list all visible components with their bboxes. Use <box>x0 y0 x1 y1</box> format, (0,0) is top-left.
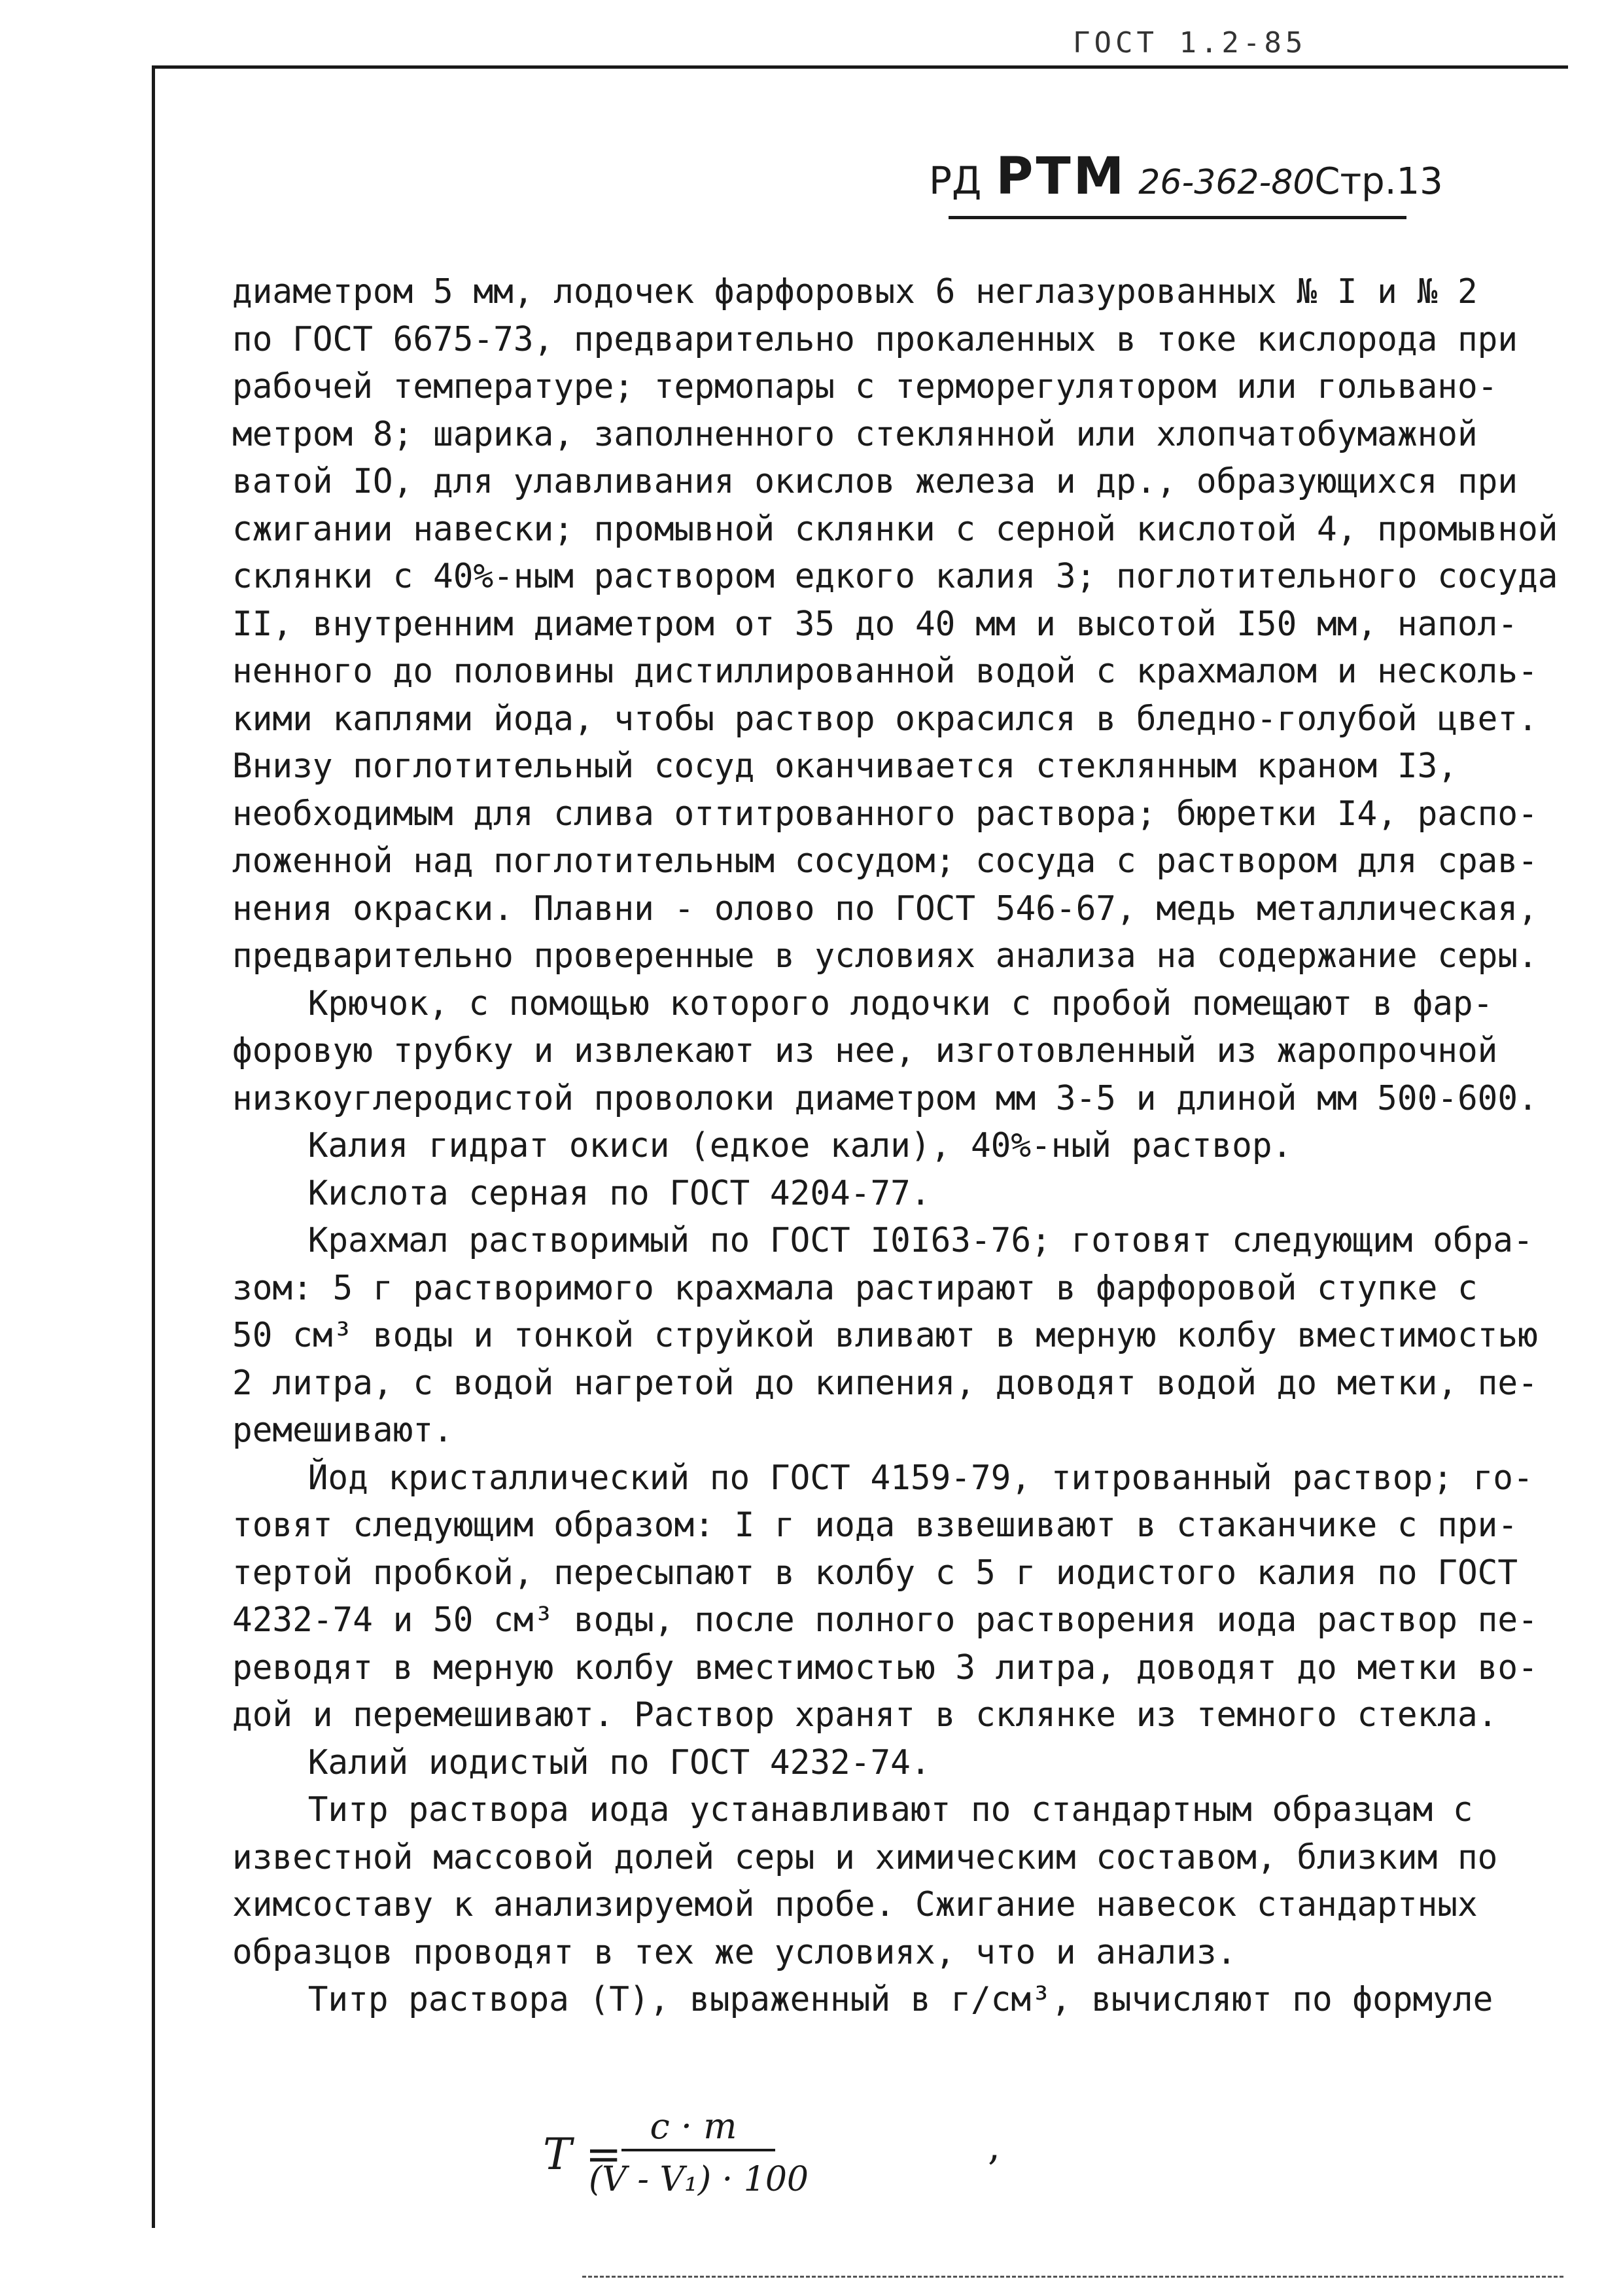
text-line: Йод кристаллический по ГОСТ 4159-79, титрованный раствор; го- <box>307 1458 1533 1498</box>
text-line: ненного до половины дистиллированной водой с крахмалом и несколь- <box>232 652 1538 691</box>
header-prefix: РД <box>929 158 982 203</box>
bottom-rule <box>582 2276 1563 2278</box>
text-line: рабочей температуре; термопары с терморегулятором или гольвано- <box>232 367 1498 406</box>
formula-numerator: c · m <box>650 2107 737 2147</box>
text-line: Кислота серная по ГОСТ 4204-77. <box>307 1173 931 1213</box>
text-line: Крахмал растворимый по ГОСТ I0I63-76; готовят следующим обра- <box>307 1221 1533 1260</box>
text-line: Калия гидрат окиси (едкое кали), 40%-ный раствор. <box>307 1126 1293 1165</box>
text-line: кими каплями йода, чтобы раствор окрасился в бледно-голубой цвет. <box>232 699 1538 739</box>
text-line: известной массовой долей серы и химическим составом, близким по <box>232 1837 1498 1877</box>
page-header <box>929 147 1443 206</box>
text-line: 4232-74 и 50 см³ воды, после полного растворения иода раствор пе- <box>232 1600 1538 1640</box>
text-line: Калий иодистый по ГОСТ 4232-74. <box>307 1742 931 1782</box>
text-line: товят следующим образом: I г иода взвешивают в стаканчике с при- <box>232 1506 1518 1545</box>
text-line: по ГОСТ 6675-73, предварительно прокаленных в токе кислорода при <box>232 319 1518 359</box>
text-line: II, внутренним диаметром от 35 до 40 мм и высотой I50 мм, напол- <box>232 604 1518 644</box>
text-line: необходимым для слива оттитрованного раствора; бюретки I4, распо- <box>232 794 1538 834</box>
header-page-number: 13 <box>1396 160 1443 203</box>
text-line: химсоставу к анализируемой пробе. Сжигание навесок стандартных <box>232 1885 1478 1924</box>
text-line: форовую трубку и извлекают из нее, изготовленный из жаропрочной <box>232 1031 1498 1070</box>
top-standard-fragment: ГОСТ 1.2-85 <box>1073 26 1307 60</box>
text-line: образцов проводят в тех же условиях, что и анализ. <box>232 1932 1237 1972</box>
text-line: Титр раствора иода устанавливают по стандартным образцам с <box>307 1790 1473 1829</box>
text-line: дой и перемешивают. Раствор хранят в склянке из темного стекла. <box>232 1695 1498 1735</box>
text-line: ремешивают. <box>232 1411 453 1450</box>
text-line: Титр раствора (Т), выраженный в г/см³, вычисляют по формуле <box>307 1980 1493 2019</box>
text-line: низкоуглеродистой проволоки диаметром мм 3-5 и длиной мм 500-600. <box>232 1078 1538 1118</box>
header-series: РТМ <box>996 147 1127 206</box>
text-line: тертой пробкой, пересыпают в колбу с 5 г иодистого калия по ГОСТ <box>232 1553 1518 1593</box>
text-line: 50 см³ воды и тонкой струйкой вливают в мерную колбу вместимостью <box>232 1316 1538 1355</box>
text-line: Внизу поглотительный сосуд оканчивается стеклянным краном I3, <box>232 747 1457 786</box>
titer-formula <box>543 2107 1132 2205</box>
document-body <box>232 268 1593 2024</box>
text-line: Крючок, с помощью которого лодочки с пробой помещают в фар- <box>307 983 1493 1023</box>
formula-denominator: (V - V₁) · 100 <box>589 2160 809 2199</box>
header-page-label: Стр. <box>1314 160 1397 203</box>
text-line: нения окраски. Плавни - олово по ГОСТ 546-67, медь металлическая, <box>232 889 1538 928</box>
text-line: зом: 5 г растворимого крахмала растирают в фарфоровой ступке с <box>232 1268 1478 1308</box>
text-line: метром 8; шарика, заполненного стеклянной или хлопчатобумажной <box>232 414 1478 454</box>
header-doc-number: 26-362-80 <box>1138 163 1315 202</box>
text-line: диаметром 5 мм, лодочек фарфоровых 6 неглазурованных № I и № 2 <box>232 272 1478 311</box>
text-line: ватой IO, для улавливания окислов железа и др., образующихся при <box>232 462 1518 501</box>
text-line: сжигании навески; промывной склянки с серной кислотой 4, промывной <box>232 509 1558 549</box>
formula-trailing-comma: , <box>988 2123 1001 2169</box>
text-line: 2 литра, с водой нагретой до кипения, доводят водой до метки, пе- <box>232 1363 1538 1403</box>
text-line: предварительно проверенные в условиях анализа на содержание серы. <box>232 936 1538 976</box>
text-line: реводят в мерную колбу вместимостью 3 литра, доводят до метки во- <box>232 1648 1538 1687</box>
text-line: склянки с 40%-ным раствором едкого калия 3; поглотительного сосуда <box>232 557 1558 596</box>
text-line: ложенной над поглотительным сосудом; сосуда с раствором для срав- <box>232 841 1538 881</box>
formula-lhs: T = <box>543 2129 622 2180</box>
header-underline <box>949 216 1406 219</box>
